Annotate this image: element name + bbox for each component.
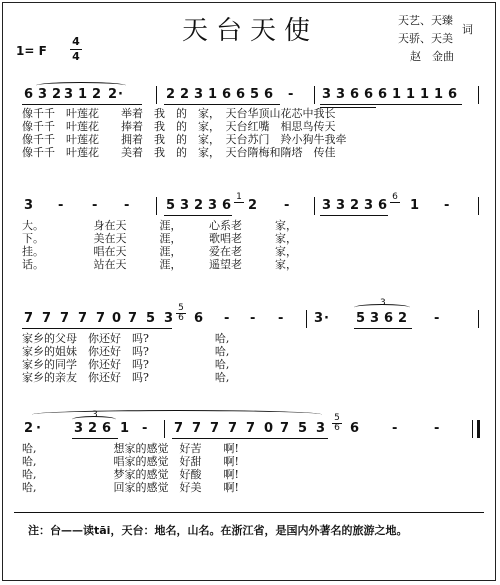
barline xyxy=(306,310,307,328)
beam xyxy=(164,104,280,105)
note: 3 xyxy=(316,421,326,436)
note: - xyxy=(288,87,294,102)
system-1-lyrics-1: 像千千 叶莲花 举着 我 的 家， 天台华顶山花芯中我长 xyxy=(22,107,336,120)
key-signature: 1= F xyxy=(16,44,47,58)
beam xyxy=(72,438,118,439)
note: 7 xyxy=(42,311,52,326)
system-4-lyrics-4: 哈, 回家的感觉 好美 啊! xyxy=(22,481,239,494)
slur xyxy=(36,82,126,89)
note: 6 xyxy=(194,311,204,326)
system-2-lyrics-3: 挂。 唱在天 涯， 爱在老 家， xyxy=(22,245,297,258)
note: 5 xyxy=(146,311,156,326)
note: 7 xyxy=(210,421,220,436)
note: - xyxy=(142,421,148,436)
system-4-lyrics-2: 哈, 唱家的感觉 好甜 啊! xyxy=(22,455,239,468)
system-2-lyrics-4: 话。 站在天 涯， 遥望老 家， xyxy=(22,258,297,271)
note: - xyxy=(58,198,64,213)
final-barline xyxy=(472,420,480,438)
note: 7 xyxy=(24,311,34,326)
lyricist-line-1: 天艺、天臻 xyxy=(398,14,453,27)
barline xyxy=(478,310,479,328)
barline xyxy=(156,86,157,104)
note: 6 xyxy=(350,87,360,102)
note: - xyxy=(250,311,256,326)
note: 0 xyxy=(112,311,122,326)
note: 7 xyxy=(280,421,290,436)
note: 3 xyxy=(24,198,34,213)
barline xyxy=(478,86,479,104)
note: 3 xyxy=(314,311,324,326)
note: 6 xyxy=(378,87,388,102)
note: - xyxy=(444,198,450,213)
beam xyxy=(164,215,232,216)
system-2-lyrics-1: 大。 身在天 涯， 心系老 家， xyxy=(22,219,297,232)
composer-line: 赵 金曲 xyxy=(410,50,454,63)
system-1-lyrics-4: 像千千 叶莲花 美着 我 的 家， 天台隋梅和隋塔 传佳 xyxy=(22,146,336,159)
note: 5 xyxy=(356,311,366,326)
system-3-lyrics-4: 家乡的亲友 你还好 吗? 哈, xyxy=(22,371,230,384)
song-title: 天台天使 xyxy=(181,16,318,46)
beam xyxy=(320,104,462,105)
system-3-lyrics-3: 家乡的同学 你还好 吗? 哈, xyxy=(22,358,230,371)
note: - xyxy=(278,311,284,326)
note: 2 xyxy=(24,421,34,436)
system-3-lyrics-2: 家乡的姐妹 你还好 吗? 哈, xyxy=(22,345,230,358)
note: 6 xyxy=(350,421,360,436)
note: 3 xyxy=(74,421,84,436)
beam xyxy=(354,328,412,329)
system-4-notes xyxy=(16,410,486,438)
note: 3 xyxy=(322,198,332,213)
note: 3 xyxy=(38,87,48,102)
note: 1 xyxy=(120,421,130,436)
note: - xyxy=(284,198,290,213)
system-3-notes xyxy=(16,298,486,328)
note: 3 xyxy=(370,311,380,326)
note: 3 xyxy=(336,87,346,102)
system-4-lyrics-1: 哈, 想家的感觉 好苦 啊! xyxy=(22,442,239,455)
system-1-lyrics-3: 像千千 叶莲花 拥着 我 的 家， 天台苏门 羚小狗牛我牵 xyxy=(22,133,347,146)
note: · xyxy=(324,311,329,326)
note: 2 xyxy=(108,87,118,102)
beam xyxy=(320,215,388,216)
note: - xyxy=(434,311,440,326)
note: 1 xyxy=(420,87,430,102)
barline xyxy=(478,197,479,215)
triplet-mark: 3 xyxy=(92,410,98,420)
note: 6 xyxy=(222,198,232,213)
note: 5 xyxy=(250,87,260,102)
system-2-notes xyxy=(16,192,486,215)
note: 2 xyxy=(350,198,360,213)
note: 2 xyxy=(166,87,176,102)
note: 7 xyxy=(246,421,256,436)
note: 3 xyxy=(164,311,174,326)
note: 7 xyxy=(96,311,106,326)
triplet-mark: 3 xyxy=(380,298,386,308)
lyricist-label: 词 xyxy=(462,23,473,36)
system-4-lyrics-3: 哈, 梦家的感觉 好酸 啊! xyxy=(22,468,239,481)
footnote: 注：台——读tāi，天台：地名，山名。在浙江省，是国内外著名的旅游之地。 xyxy=(28,524,408,537)
note: · xyxy=(118,87,123,102)
note: 6 xyxy=(102,421,112,436)
meter-top: 4 xyxy=(72,35,80,48)
note: 0 xyxy=(264,421,274,436)
grace-note: 6 xyxy=(390,193,400,203)
note: 1 xyxy=(392,87,402,102)
grace-note: 6 xyxy=(178,313,184,323)
note: 2 xyxy=(248,198,258,213)
barline xyxy=(164,420,165,438)
note: 7 xyxy=(78,311,88,326)
note: 6 xyxy=(264,87,274,102)
note: · xyxy=(36,421,41,436)
note: - xyxy=(392,421,398,436)
note: - xyxy=(92,198,98,213)
note: 7 xyxy=(228,421,238,436)
note: 6 xyxy=(364,87,374,102)
note: 6 xyxy=(236,87,246,102)
time-signature xyxy=(70,36,82,63)
note: 3 xyxy=(364,198,374,213)
note: 7 xyxy=(128,311,138,326)
note: 1 xyxy=(410,198,420,213)
lyricist-line-2: 天骄、天美 xyxy=(398,32,453,45)
barline xyxy=(314,86,315,104)
note: - xyxy=(434,421,440,436)
grace-note: 1 xyxy=(234,193,244,203)
note: 7 xyxy=(192,421,202,436)
system-3-lyrics-1: 家乡的父母 你还好 吗? 哈, xyxy=(22,332,230,345)
note: 6 xyxy=(378,198,388,213)
note: 5 xyxy=(298,421,308,436)
note: 7 xyxy=(60,311,70,326)
note: 2 xyxy=(194,198,204,213)
barline xyxy=(314,197,315,215)
note: 1 xyxy=(208,87,218,102)
note: 6 xyxy=(24,87,34,102)
note: - xyxy=(224,311,230,326)
note: 2 xyxy=(52,87,62,102)
note: 3 xyxy=(208,198,218,213)
system-1-notes xyxy=(16,86,486,104)
note: 6 xyxy=(384,311,394,326)
system-2-lyrics-2: 下。 美在天 涯， 歌唱老 家， xyxy=(22,232,297,245)
meter-bottom: 4 xyxy=(72,50,80,63)
note: - xyxy=(124,198,130,213)
note: 1 xyxy=(78,87,88,102)
note: 7 xyxy=(174,421,184,436)
note: 3 xyxy=(336,198,346,213)
note: 3 xyxy=(64,87,74,102)
note: 2 xyxy=(88,421,98,436)
note: 3 xyxy=(194,87,204,102)
beam xyxy=(172,438,328,439)
note: 5 xyxy=(166,198,176,213)
note: 6 xyxy=(222,87,232,102)
beam xyxy=(22,328,172,329)
note: 2 xyxy=(180,87,190,102)
grace-note: 5 xyxy=(176,304,186,314)
beam xyxy=(22,104,142,105)
note: 3 xyxy=(180,198,190,213)
grace-note: 5 xyxy=(332,414,342,424)
system-1-lyrics-2: 像千千 叶莲花 捧着 我 的 家， 天台红嘴 相思鸟传天 xyxy=(22,120,336,133)
barline xyxy=(156,197,157,215)
footnote-separator xyxy=(14,512,484,513)
grace-note: 6 xyxy=(334,423,340,433)
note: 2 xyxy=(92,87,102,102)
note: 6 xyxy=(448,87,458,102)
note: 1 xyxy=(406,87,416,102)
note: 3 xyxy=(322,87,332,102)
note: 1 xyxy=(434,87,444,102)
note: 2 xyxy=(398,311,408,326)
